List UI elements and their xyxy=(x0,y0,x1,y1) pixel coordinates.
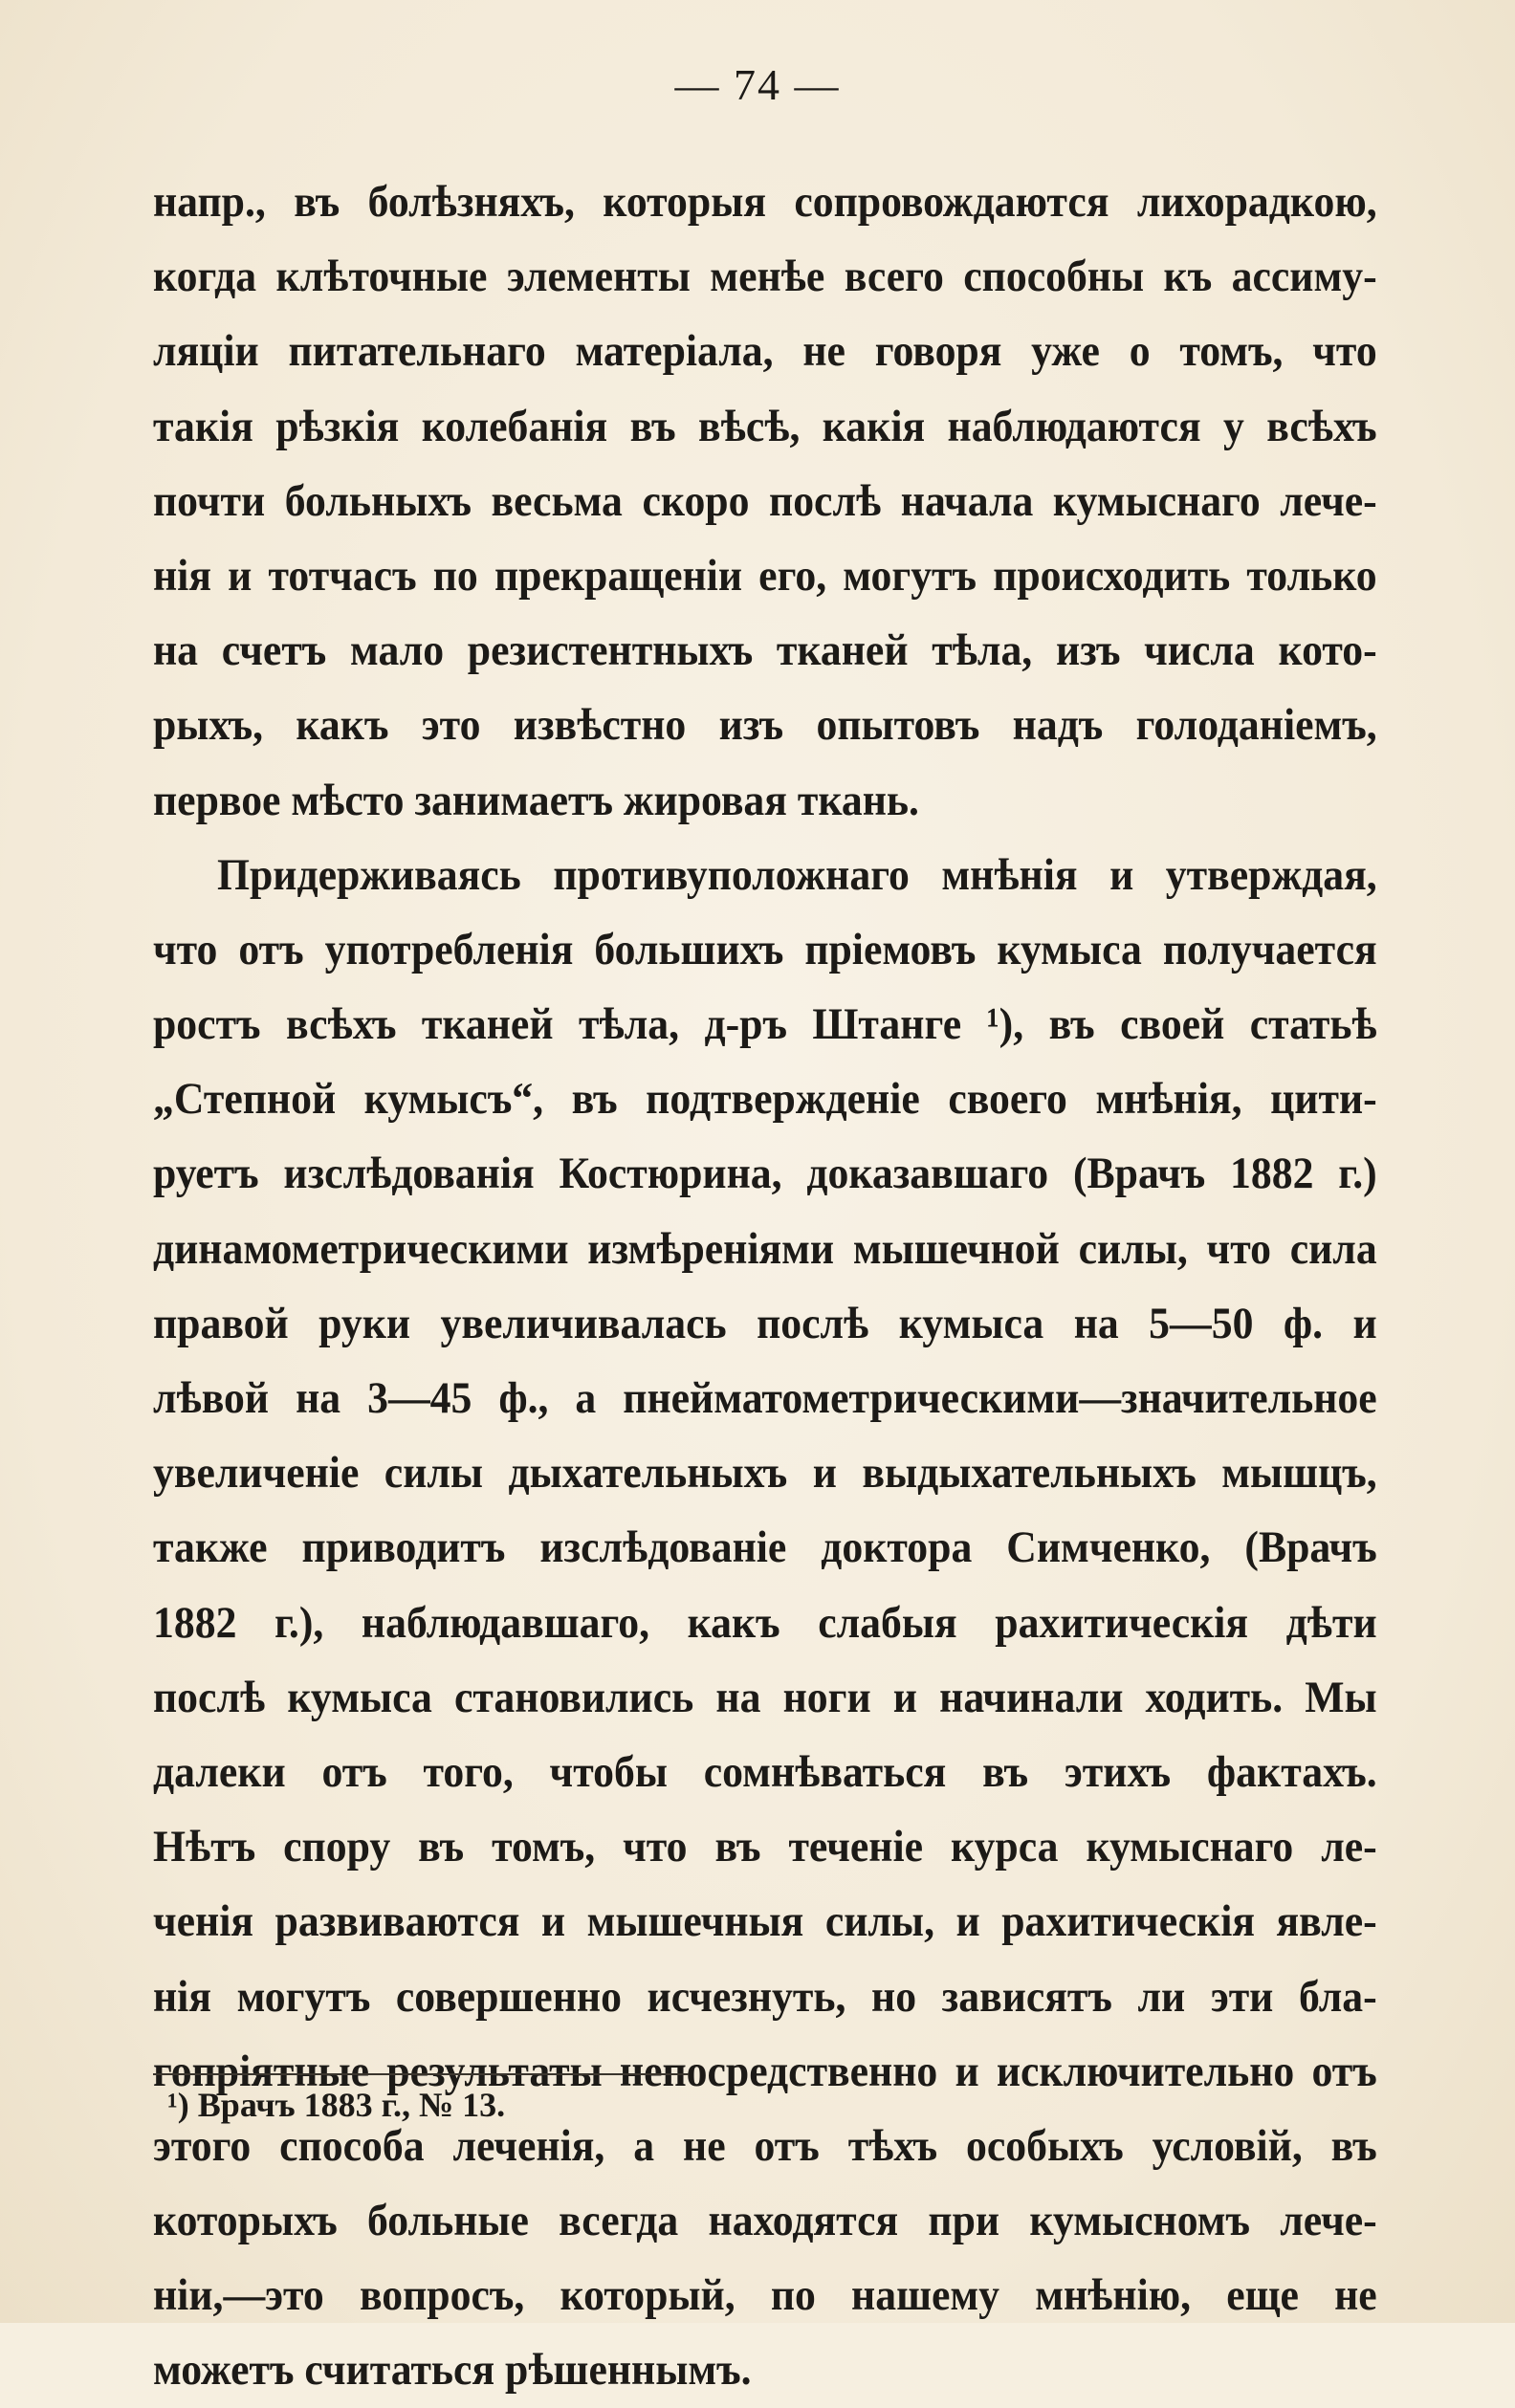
text-line: нія могутъ совершенно исчезнуть, но зависятъ ли эти бла- xyxy=(153,1971,1377,2022)
footnote-divider xyxy=(153,2073,689,2075)
text-line: можетъ считаться рѣшеннымъ. xyxy=(153,2345,752,2396)
text-line: „Степной кумысъ“, въ подтвержденіе своего мнѣнія, цити- xyxy=(153,1074,1377,1125)
text-line: Нѣтъ спору въ томъ, что въ теченіе курса кумыснаго ле- xyxy=(153,1822,1377,1872)
text-line: далеки отъ того, чтобы сомнѣваться въ этихъ фактахъ. xyxy=(153,1746,1377,1797)
text-line: ростъ всѣхъ тканей тѣла, д-ръ Штанге ¹), въ своей статьѣ xyxy=(153,999,1377,1050)
text-line: увеличеніе силы дыхательныхъ и выдыхательныхъ мышцъ, xyxy=(153,1448,1377,1499)
text-line: напр., въ болѣзняхъ, которыя сопровождаются лихорадкою, xyxy=(153,177,1377,227)
text-line: правой руки увеличивалась послѣ кумыса на 5—50 ф. и xyxy=(153,1298,1377,1348)
footnote: ¹) Врачъ 1883 г., № 13. xyxy=(167,2086,506,2124)
text-line: когда клѣточные элементы менѣе всего способны къ ассиму- xyxy=(153,252,1377,302)
text-line: почти больныхъ весьма скоро послѣ начала кумыснаго лече- xyxy=(153,475,1377,526)
text-line: нія и тотчасъ по прекращеніи его, могутъ происходить только xyxy=(153,550,1377,601)
text-line: гопріятные результаты непосредственно и исключительно отъ xyxy=(153,2046,1377,2096)
text-line: рыхъ, какъ это извѣстно изъ опытовъ надъ голоданіемъ, xyxy=(153,700,1377,751)
text-line: 1882 г.), наблюдавшаго, какъ слабыя рахитическія дѣти xyxy=(153,1597,1377,1648)
text-line: лѣвой на 3—45 ф., а пнейматометрическими—значительное xyxy=(153,1373,1377,1423)
text-line: ніи,—это вопросъ, который, по нашему мнѣнію, еще не xyxy=(153,2270,1377,2321)
text-line: на счетъ мало резистентныхъ тканей тѣла, изъ числа кото- xyxy=(153,625,1377,676)
text-line: ченія развиваются и мышечныя силы, и рахитическія явле- xyxy=(153,1896,1377,1947)
body-text xyxy=(153,164,1377,2408)
page-number: — 74 — xyxy=(674,60,841,109)
text-line: также приводитъ изслѣдованіе доктора Симченко, (Врачъ xyxy=(153,1522,1377,1573)
text-line: что отъ употребленія большихъ пріемовъ кумыса получается xyxy=(153,924,1377,974)
text-line: такія рѣзкія колебанія въ вѣсѣ, какія наблюдаются у всѣхъ xyxy=(153,401,1377,451)
text-line: руетъ изслѣдованія Костюрина, доказавшаго (Врачъ 1882 г.) xyxy=(153,1149,1377,1199)
text-line: первое мѣсто занимаетъ жировая ткань. xyxy=(153,775,919,825)
text-line: ляціи питательнаго матеріала, не говоря уже о томъ, что xyxy=(153,326,1377,377)
text-line: которыхъ больные всегда находятся при кумысномъ лече- xyxy=(153,2196,1377,2246)
text-line: послѣ кумыса становились на ноги и начинали ходить. Мы xyxy=(153,1672,1377,1722)
text-line: динамометрическими измѣреніями мышечной силы, что сила xyxy=(153,1223,1377,1274)
text-line: Придерживаясь противуположнаго мнѣнія и утверждая, xyxy=(216,849,1377,900)
text-line: этого способа леченія, а не отъ тѣхъ особыхъ условій, въ xyxy=(153,2120,1377,2171)
